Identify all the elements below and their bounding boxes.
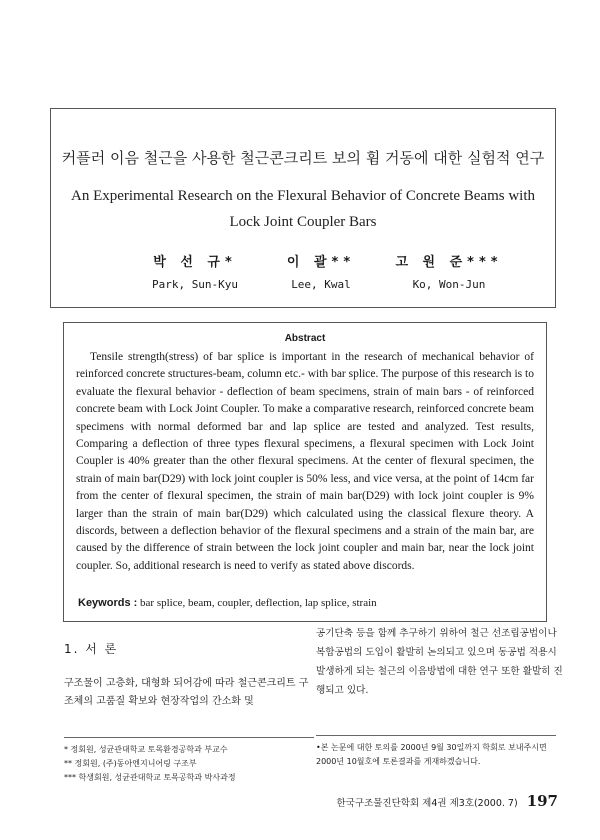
- footnote-item: *** 학생회원, 성균관대학교 토목공학과 박사과정: [64, 773, 236, 782]
- keywords-line: [78, 597, 377, 609]
- page-footer: [337, 792, 558, 810]
- abstract-box: [63, 322, 547, 622]
- discussion-footnote: •본 논문에 대한 토의를 2000년 9월 30일까지 학회로 보내주시면 2000년 10월호에 토론결과를 게재하겠습니다.: [316, 735, 556, 769]
- footnote-item: ** 정회원, (주)동아엔지니어링 구조부: [64, 759, 197, 768]
- body-text-right: 공기단축 등을 함께 추구하기 위하여 철근 선조립공법이나 복합공법의 도입이 활발히 논의되고 있으며 동공법 적용시 발생하게 되는 철근의 이음방법에 대한 연구 또한 활발히 진행되고 있다.: [316, 628, 563, 696]
- author-footnotes: [64, 737, 314, 785]
- body-text-left: 구조물이 고층화, 대형화 되어감에 따라 철근콘크리트 구조체의 고품질 확보와 현장작업의 간소화 및: [64, 678, 309, 707]
- abstract-heading: Abstract: [284, 333, 326, 344]
- author-list: [51, 251, 555, 295]
- keywords-label: Keywords :: [78, 597, 138, 609]
- author-name-english: Lee, Kwal: [291, 278, 351, 291]
- paper-title-english: An Experimental Research on the Flexural Behavior of Concrete Beams with Lock Joint Coupler Bars: [70, 188, 536, 230]
- author-name-korean: 고 원 준***: [395, 255, 503, 270]
- title-box: [50, 108, 556, 308]
- page-number: 197: [526, 792, 558, 810]
- paper-title-korean: 커플러 이음 철근을 사용한 철근콘크리트 보의 휨 거동에 대한 실험적 연구: [61, 149, 545, 167]
- author-name-english: Park, Sun-Kyu: [151, 278, 239, 291]
- keywords-list: bar splice, beam, coupler, deflection, lap splice, strain: [140, 597, 377, 609]
- section-heading: 1. 서 론: [64, 642, 119, 656]
- author-name-korean: 박 선 규*: [153, 255, 237, 270]
- footnote-item: * 정회원, 성균관대학교 토목환경공학과 부교수: [64, 745, 228, 754]
- abstract-body: Tensile strength(stress) of bar splice is important in the research of mechanical behavior of reinforced concrete structures-beam, column etc.- with bar splice. The purpose of this research is to evaluate the flexural behavior - deflection of beam specimens, strain of main bars - of reinforced concrete beam with Lock Joint Coupler. To make a comparative research, reinforced concrete beam specimens with normal deformed bar and lap splice are tested and analyzed. Test results, Comparing a deflection of three types flexural specimens, a flexural specimen with Lock Joint Coupler is 40% greater than the other flexural specimens. At the center of flexural specimen, the strain of main bar(D29) with lock joint coupler is 50% less, and vice versa, at the point of 14cm far from the center of flexural specimen, the strain of main bar(D29) with lock joint coupler is 9% larger than the strain of main bar(D29) which calculated using the classical flexure theory. A discords, between a deflection behavior of the flexural specimens and a strain of the main bar, are caused by the difference of strain between the lock joint coupler and main bar, near the lock joint coupler. So, additional research is need to verify as stated above discords.: [76, 351, 534, 572]
- author-3: [369, 251, 529, 291]
- author-name-korean: 이 괄**: [286, 255, 356, 270]
- author-name-english: Ko, Won-Jun: [412, 278, 486, 291]
- journal-citation: 한국구조물진단학회 제4권 제3호(2000. 7): [336, 798, 518, 809]
